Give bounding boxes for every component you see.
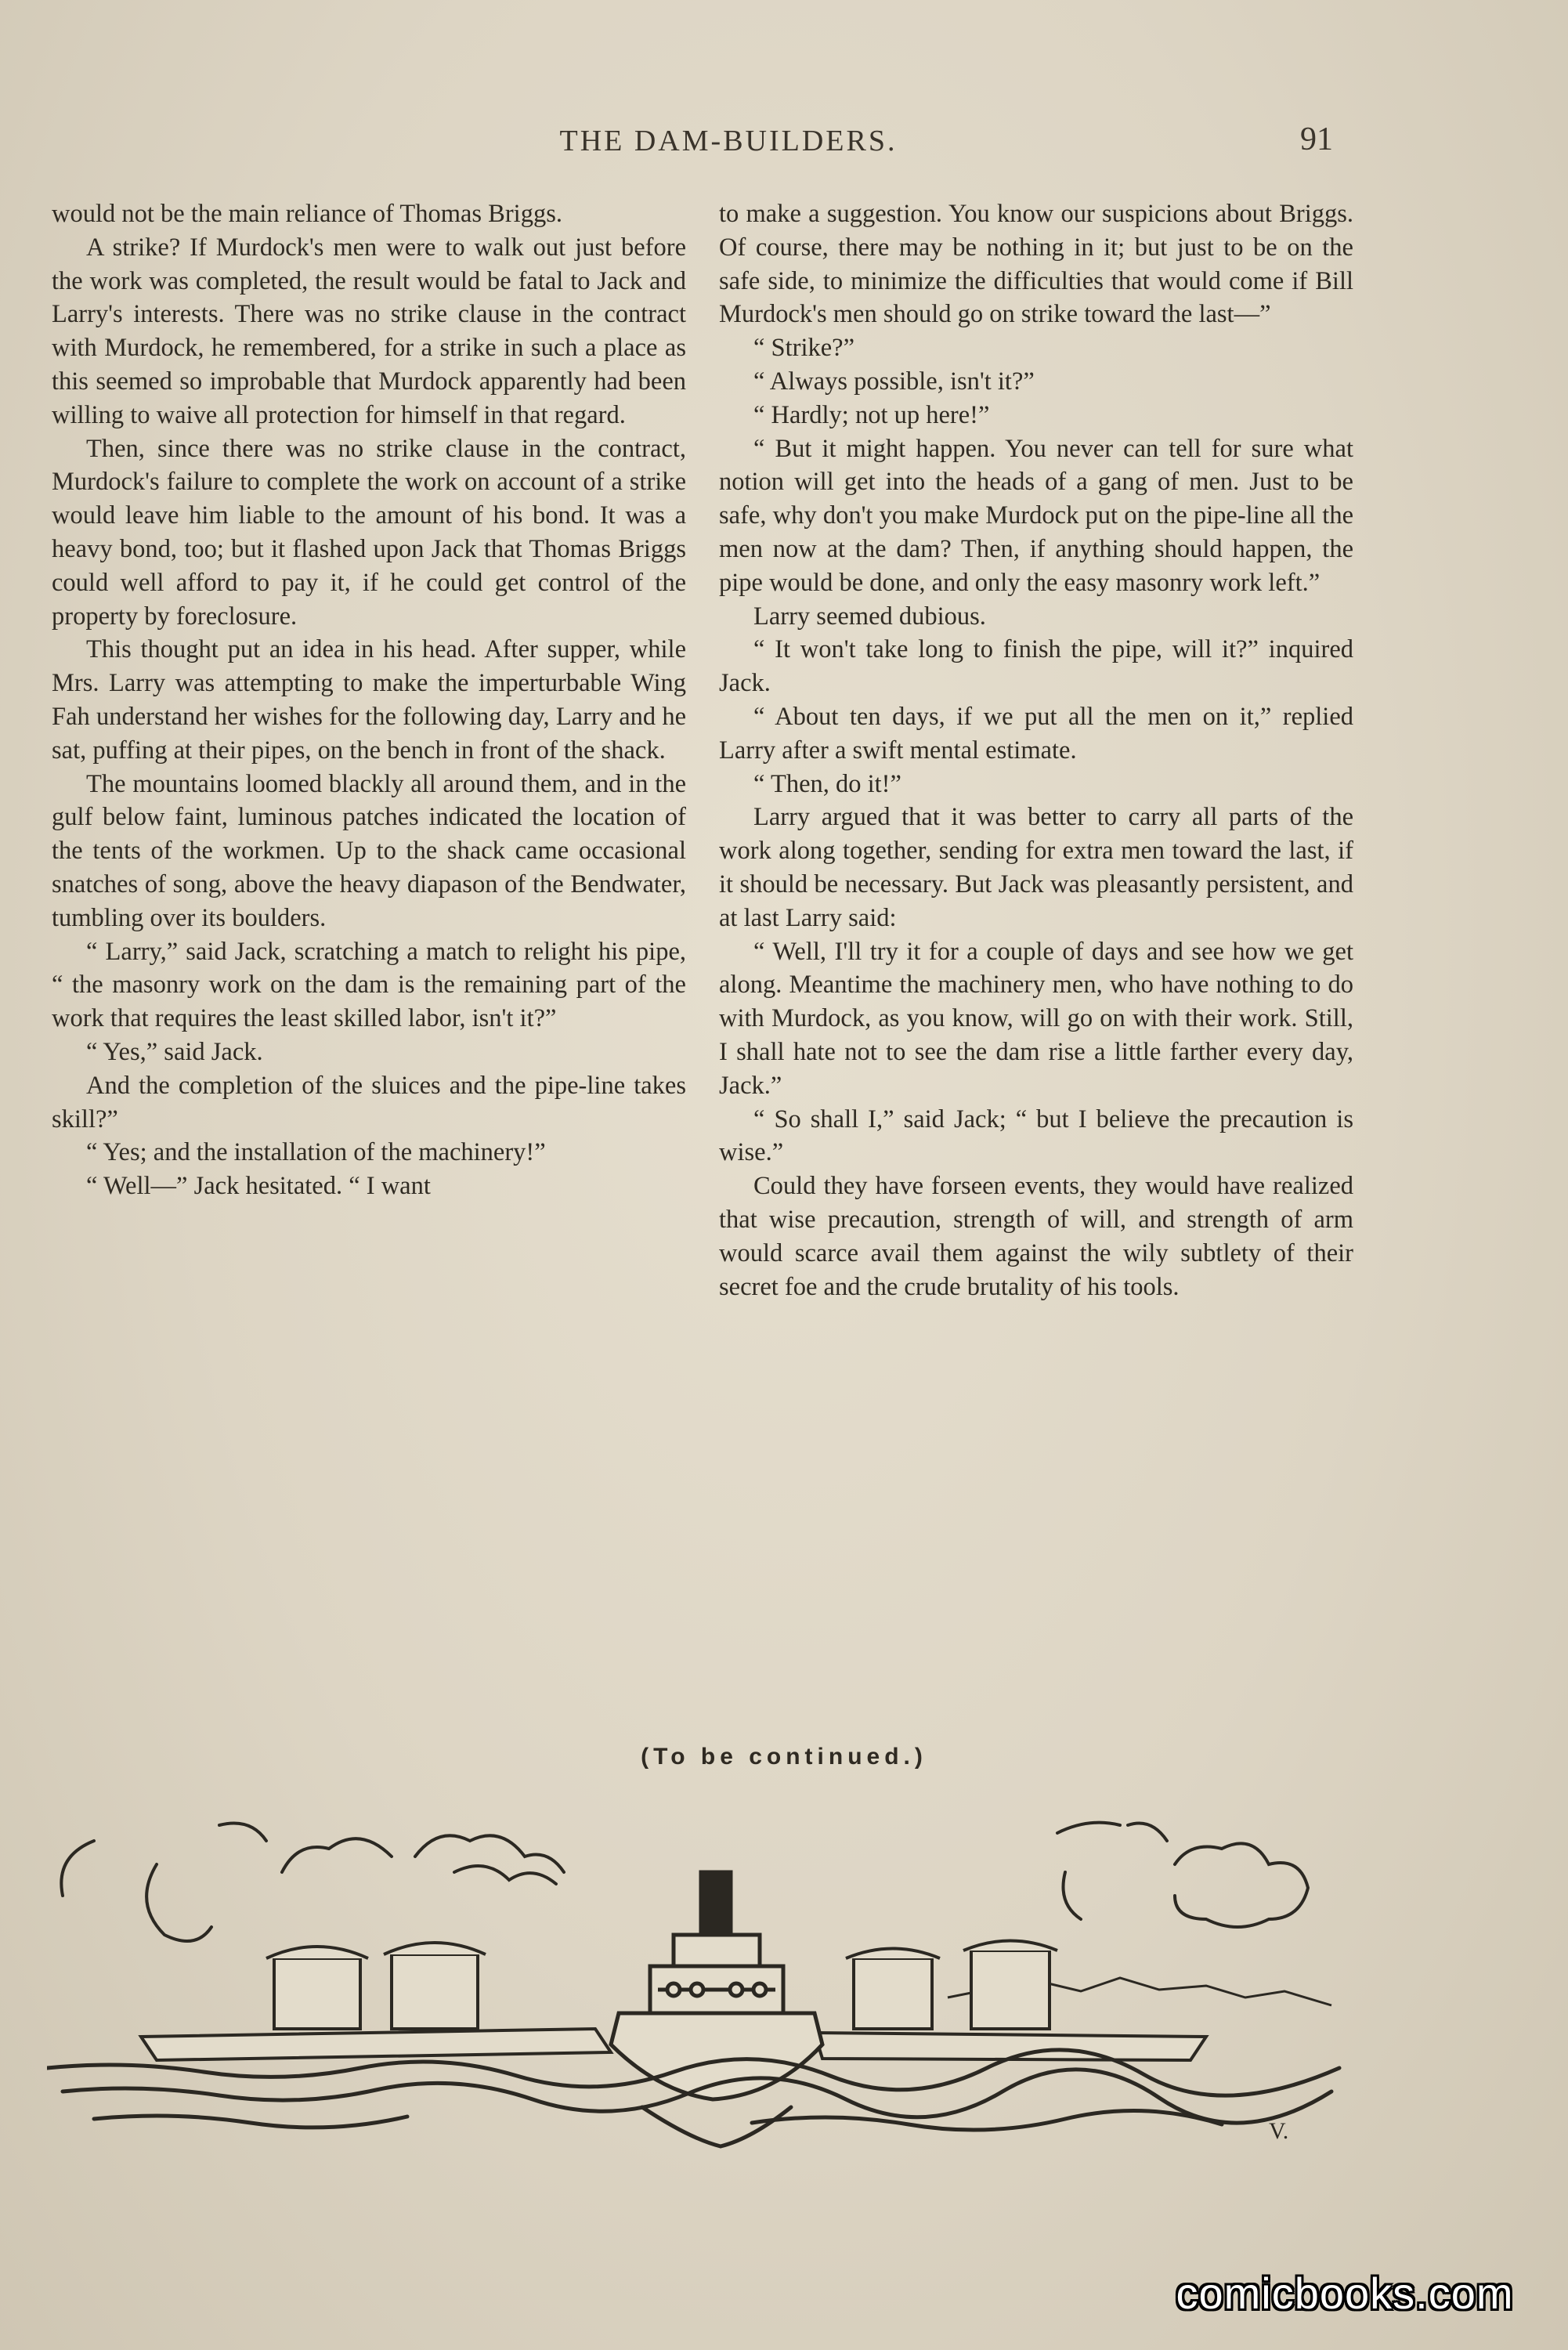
paragraph: “ So shall I,” said Jack; “ but I believe the precaution is wise.”	[719, 1104, 1353, 1167]
paragraph: “ Larry,” said Jack, scratching a match to relight his pipe, “ the masonry work on the dam is the remaining part of the work that requires the least skilled labor, isn't it?”	[52, 937, 686, 1033]
page-header	[0, 121, 1568, 171]
paragraph: “ Strike?”	[753, 334, 855, 363]
paragraph: Then, since there was no strike clause in the contract, Murdock's failure to complete the work on account of a strike would leave him liable to the amount of his bond. It was a heavy bond, too; but it flashed upon Jack that Thomas Briggs could well afford to pay it, if he could get control of the property by foreclosure.	[52, 434, 686, 631]
paragraph: would not be the main reliance of Thomas Briggs.	[52, 200, 562, 228]
paragraph: “ Always possible, isn't it?”	[753, 367, 1035, 396]
water-waves	[47, 2050, 1339, 2146]
page-number: 91	[1300, 121, 1333, 157]
paragraph: The mountains loomed blackly all around them, and in the gulf below faint, luminous patches indicated the location of the tents of the workmen. Up to the shack came occasional snatches of song, above the heavy diapason of the Bendwater, tumbling over its boulders.	[52, 769, 686, 932]
site-watermark: comicbooks.com	[1176, 2269, 1514, 2318]
paragraph: “ Yes,” said Jack.	[86, 1037, 263, 1066]
paragraph: “ About ten days, if we put all the men on it,” replied Larry after a swift mental estimate.	[719, 702, 1353, 765]
paragraph: “ Then, do it!”	[753, 769, 901, 798]
artist-signature: V.	[1269, 2118, 1289, 2144]
to-be-continued: (To be continued.)	[641, 1744, 927, 1770]
paragraph: “ But it might happen. You never can tell for sure what notion will get into the heads of a gang of men. Just to be safe, why don't you make Murdock put on the pipe-line all the men now at the dam? Then, if anything should happen, the pipe would be done, and only the easy masonry work left.”	[719, 434, 1353, 597]
paragraph: “ It won't take long to finish the pipe, will it?” inquired Jack.	[719, 635, 1353, 698]
paragraph: “ Yes; and the installation of the machinery!”	[86, 1138, 546, 1167]
paragraph: Larry argued that it was better to carry all parts of the work along together, sending for extra men toward the last, if it should be necessary. But Jack was pleasantly persistent, and at last Larry said:	[719, 803, 1353, 932]
paragraph: “ Well, I'll try it for a couple of days and see how we get along. Meantime the machinery men, who have nothing to do with Murdock, as you know, will go on with their work. Still, I shall hate not to see the dam rise a little farther every day, Jack.”	[719, 937, 1353, 1100]
left-column	[52, 197, 686, 1203]
paragraph: And the completion of the sluices and the pipe-line takes skill?”	[52, 1071, 686, 1133]
paragraph: Larry seemed dubious.	[753, 602, 986, 631]
paragraph: This thought put an idea in his head. After supper, while Mrs. Larry was attempting to make the imperturbable Wing Fah understand her wishes for the following day, Larry and he sat, puffing at their pipes, on the bench in front of the shack.	[52, 635, 686, 765]
paragraph: A strike? If Murdock's men were to walk out just before the work was completed, the result would be fatal to Jack and Larry's interests. There was no strike clause in the contract with Murdock, he remembered, for a strike in such a place as this seemed so improbable that Murdock apparently had been willing to waive all protection for himself in that regard.	[52, 233, 686, 429]
paragraph: to make a suggestion. You know our suspicions about Briggs. Of course, there may be nothing in it; but just to be on the safe side, to minimize the difficulties that would come if Bill Murdock's men should go on strike toward the last—”	[719, 200, 1353, 329]
right-column	[719, 197, 1353, 1303]
paragraph: “ Well—” Jack hesitated. “ I want	[86, 1172, 431, 1201]
smoke-clouds	[61, 1823, 1308, 1941]
paragraph: “ Hardly; not up here!”	[753, 400, 990, 429]
paragraph: Could they have forseen events, they would have realized that wise precaution, strength of will, and strength of arm would scarce avail them against the wily subtlety of their secret foe and the crude brutality of his tools.	[719, 1172, 1353, 1301]
tugboat-illustration	[47, 1810, 1378, 2154]
running-title: THE DAM-BUILDERS.	[559, 125, 898, 157]
